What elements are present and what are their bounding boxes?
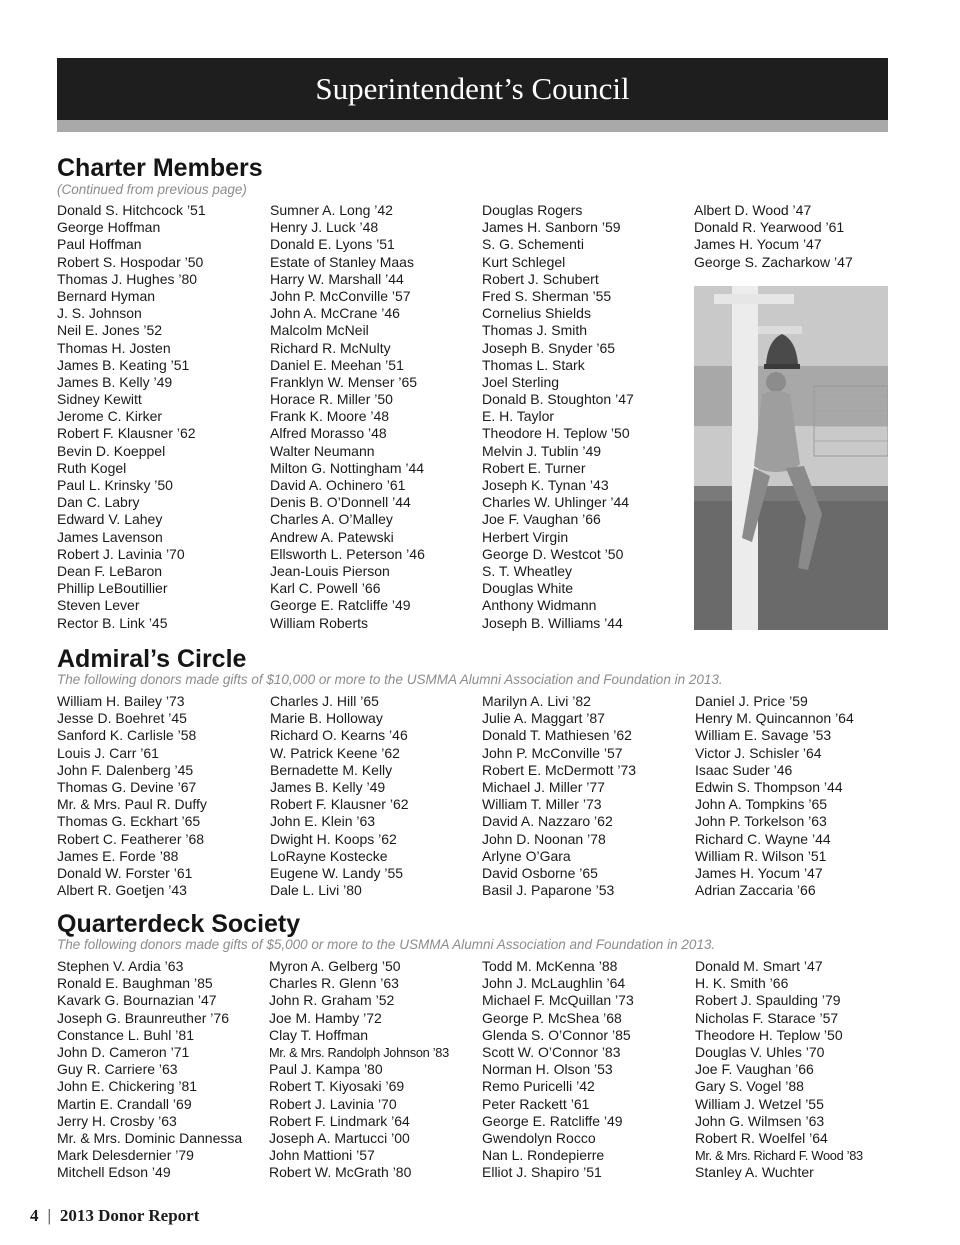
donor-name: W. Patrick Keene ’62 bbox=[270, 744, 400, 761]
donor-name: Thomas J. Hughes ’80 bbox=[57, 270, 198, 287]
donor-name: William Roberts bbox=[270, 614, 369, 631]
quarterdeck-title: Quarterdeck Society bbox=[57, 910, 301, 938]
donor-name: John E. Klein ’63 bbox=[270, 813, 376, 830]
donor-name: H. K. Smith ’66 bbox=[695, 975, 789, 992]
donor-name: Martin E. Crandall ’69 bbox=[57, 1095, 192, 1112]
donor-name: John A. Tompkins ’65 bbox=[695, 796, 828, 813]
donor-name: Sumner A. Long ’42 bbox=[270, 202, 393, 218]
donor-name: Jerome C. Kirker bbox=[57, 408, 163, 425]
donor-name: Walter Neumann bbox=[270, 442, 375, 459]
donor-name: James B. Kelly ’49 bbox=[57, 373, 173, 390]
donor-name: Mr. & Mrs. Paul R. Duffy bbox=[57, 796, 207, 813]
quarterdeck-note: The following donors made gifts of $5,000 or more to the USMMA Alumni Association and Foundation in 2013. bbox=[57, 937, 716, 952]
donor-name: Gwendolyn Rocco bbox=[482, 1129, 596, 1146]
donor-name: Bernard Hyman bbox=[57, 287, 156, 304]
donor-name: Thomas G. Eckhart ’65 bbox=[57, 813, 201, 830]
donor-name: Paul J. Kampa ’80 bbox=[269, 1061, 383, 1078]
donor-name: Harry W. Marshall ’44 bbox=[270, 270, 404, 287]
donor-name: Joseph G. Braunreuther ’76 bbox=[57, 1009, 229, 1026]
donor-name: Richard C. Wayne ’44 bbox=[695, 830, 831, 847]
donor-name: James H. Sanborn ’59 bbox=[482, 219, 621, 236]
donor-name: Robert W. McGrath ’80 bbox=[269, 1164, 412, 1181]
donor-name: Charles A. O’Malley bbox=[270, 511, 393, 528]
donor-name: Mr. & Mrs. Dominic Dannessa bbox=[57, 1129, 243, 1146]
donor-name: Dean F. LeBaron bbox=[57, 562, 163, 579]
donor-name: Franklyn W. Menser ’65 bbox=[270, 373, 418, 390]
donor-name: Robert E. Turner bbox=[482, 459, 586, 476]
admiral-col-2 bbox=[270, 693, 409, 899]
donor-name: Cornelius Shields bbox=[482, 305, 591, 322]
donor-name: Albert D. Wood ’47 bbox=[694, 202, 812, 218]
donor-name: Henry J. Luck ’48 bbox=[270, 219, 379, 236]
donor-name: Rector B. Link ’45 bbox=[57, 614, 168, 631]
donor-name: Charles J. Hill ’65 bbox=[270, 693, 379, 709]
donor-name: Joel Sterling bbox=[482, 373, 560, 390]
donor-name: Arlyne O’Gara bbox=[482, 847, 571, 864]
page-number: 4 bbox=[30, 1206, 39, 1225]
donor-name: Joseph K. Tynan ’43 bbox=[482, 477, 609, 493]
donor-name: Marie B. Holloway bbox=[270, 710, 383, 727]
admiral-col-4 bbox=[695, 693, 854, 899]
donor-name: Mark Delesdernier ’79 bbox=[57, 1147, 194, 1164]
donor-name: Eugene W. Landy ’55 bbox=[270, 864, 404, 881]
donor-name: Thomas H. Josten bbox=[57, 339, 171, 356]
donor-name: John J. McLaughlin ’64 bbox=[482, 975, 626, 992]
admiral-col-1 bbox=[57, 693, 207, 899]
donor-name: Joseph B. Williams ’44 bbox=[482, 614, 623, 631]
charter-title: Charter Members bbox=[57, 154, 263, 182]
banner-rule bbox=[57, 120, 888, 132]
donor-name: Myron A. Gelberg ’50 bbox=[269, 958, 401, 974]
donor-name: Kavark G. Bournazian ’47 bbox=[57, 992, 217, 1009]
donor-name: Donald S. Hitchcock ’51 bbox=[57, 202, 206, 218]
donor-name: Basil J. Paparone ’53 bbox=[482, 882, 615, 899]
donor-name: John R. Graham ’52 bbox=[269, 992, 395, 1009]
donor-name: Norman H. Olson ’53 bbox=[482, 1061, 613, 1078]
quarterdeck-col-1 bbox=[57, 958, 242, 1181]
donor-name: Charles W. Uhlinger ’44 bbox=[482, 494, 630, 511]
donor-name: Donald M. Smart ’47 bbox=[695, 958, 823, 974]
donor-name: Dwight H. Koops ’62 bbox=[270, 830, 397, 847]
donor-name: David A. Nazzaro ’62 bbox=[482, 813, 613, 830]
quarterdeck-col-3 bbox=[482, 958, 634, 1181]
donor-name: Ruth Kogel bbox=[57, 459, 127, 476]
donor-name: John D. Noonan ’78 bbox=[482, 830, 606, 847]
donor-name: Milton G. Nottingham ’44 bbox=[270, 459, 425, 476]
quarterdeck-col-2 bbox=[269, 958, 449, 1181]
report-title: 2013 Donor Report bbox=[59, 1206, 200, 1225]
donor-name: Nicholas F. Starace ’57 bbox=[695, 1009, 839, 1026]
donor-name: George S. Zacharkow ’47 bbox=[694, 253, 853, 270]
donor-name: Guy R. Carriere ’63 bbox=[57, 1061, 178, 1078]
admiral-note: The following donors made gifts of $10,000 or more to the USMMA Alumni Association and Foundation in 2013. bbox=[57, 672, 723, 687]
admiral-title: Admiral’s Circle bbox=[57, 645, 247, 673]
donor-name: Joseph B. Snyder ’65 bbox=[482, 339, 616, 356]
donor-name: Elliot J. Shapiro ’51 bbox=[482, 1164, 602, 1181]
donor-name: Daniel J. Price ’59 bbox=[695, 693, 808, 709]
donor-name: John E. Chickering ’81 bbox=[57, 1078, 198, 1095]
donor-name: Dale L. Livi ’80 bbox=[270, 882, 362, 899]
donor-name: David A. Ochinero ’61 bbox=[270, 477, 406, 493]
charter-note: (Continued from previous page) bbox=[57, 182, 247, 197]
donor-name: Adrian Zaccaria ’66 bbox=[695, 882, 816, 899]
donor-name: Edwin S. Thompson ’44 bbox=[695, 778, 843, 795]
donor-name: Sidney Kewitt bbox=[57, 391, 142, 408]
donor-name: Jean-Louis Pierson bbox=[270, 562, 390, 579]
donor-name: E. H. Taylor bbox=[482, 408, 555, 425]
donor-name: Albert R. Goetjen ’43 bbox=[57, 882, 187, 899]
donor-name: Donald R. Yearwood ’61 bbox=[694, 219, 845, 236]
donor-name: Denis B. O’Donnell ’44 bbox=[270, 494, 411, 511]
donor-name: Robert R. Woelfel ’64 bbox=[695, 1129, 828, 1146]
donor-name: Theodore H. Teplow ’50 bbox=[482, 425, 630, 442]
donor-name: Michael F. McQuillan ’73 bbox=[482, 992, 634, 1009]
donor-name: John A. McCrane ’46 bbox=[270, 305, 400, 322]
donor-name: Andrew A. Patewski bbox=[270, 528, 394, 545]
admiral-col-3 bbox=[482, 693, 636, 899]
footer-separator: | bbox=[47, 1206, 51, 1225]
donor-name: Robert E. McDermott ’73 bbox=[482, 761, 637, 778]
donor-name: Horace R. Miller ’50 bbox=[270, 391, 393, 408]
donor-name: Robert T. Kiyosaki ’69 bbox=[269, 1078, 405, 1095]
donor-name: Robert J. Lavinia ’70 bbox=[57, 545, 185, 562]
donor-name: David Osborne ’65 bbox=[482, 864, 598, 881]
donor-name: George P. McShea ’68 bbox=[482, 1009, 622, 1026]
page-title: Superintendent’s Council bbox=[315, 71, 630, 106]
donor-name: Douglas V. Uhles ’70 bbox=[695, 1043, 825, 1060]
donor-name: Constance L. Buhl ’81 bbox=[57, 1026, 194, 1043]
donor-name: Mr. & Mrs. Randolph Johnson ’83 bbox=[269, 1044, 449, 1060]
donor-name: Marilyn A. Livi ’82 bbox=[482, 693, 591, 709]
donor-name: John P. Torkelson ’63 bbox=[695, 813, 827, 830]
charter-col-1 bbox=[57, 202, 206, 632]
donor-name: Jesse D. Boehret ’45 bbox=[57, 710, 187, 727]
donor-name: John Mattioni ’57 bbox=[269, 1147, 375, 1164]
donor-name: Joseph A. Martucci ’00 bbox=[269, 1129, 410, 1146]
donor-name: George E. Ratcliffe ’49 bbox=[270, 597, 411, 614]
donor-name: John G. Wilmsen ’63 bbox=[695, 1112, 825, 1129]
donor-name: Douglas Rogers bbox=[482, 202, 583, 218]
donor-name: Louis J. Carr ’61 bbox=[57, 744, 159, 761]
donor-name: Kurt Schlegel bbox=[482, 253, 566, 270]
donor-name: Estate of Stanley Maas bbox=[270, 253, 414, 270]
donor-name: Alfred Morasso ’48 bbox=[270, 425, 387, 442]
donor-name: Charles R. Glenn ’63 bbox=[269, 975, 399, 992]
donor-name: Donald B. Stoughton ’47 bbox=[482, 391, 634, 408]
donor-name: Stanley A. Wuchter bbox=[695, 1164, 814, 1181]
donor-name: Nan L. Rondepierre bbox=[482, 1147, 605, 1164]
donor-name: Henry M. Quincannon ’64 bbox=[695, 710, 854, 727]
donor-name: Joe M. Hamby ’72 bbox=[269, 1009, 382, 1026]
donor-name: Bernadette M. Kelly bbox=[270, 761, 393, 778]
donor-name: Gary S. Vogel ’88 bbox=[695, 1078, 804, 1095]
donor-name: Robert F. Klausner ’62 bbox=[270, 796, 409, 813]
donor-name: Todd M. McKenna ’88 bbox=[482, 958, 618, 974]
charter-col-2 bbox=[270, 202, 425, 632]
donor-name: Thomas L. Stark bbox=[482, 356, 585, 373]
donor-name: Steven Lever bbox=[57, 597, 140, 614]
donor-name: George Hoffman bbox=[57, 219, 161, 236]
donor-name: Paul Hoffman bbox=[57, 236, 142, 253]
donor-name: William R. Wilson ’51 bbox=[695, 847, 827, 864]
donor-name: Ellsworth L. Peterson ’46 bbox=[270, 545, 425, 562]
donor-name: Mitchell Edson ’49 bbox=[57, 1164, 171, 1181]
donor-name: Robert J. Schubert bbox=[482, 270, 599, 287]
donor-name: Thomas G. Devine ’67 bbox=[57, 778, 197, 795]
donor-name: Scott W. O’Connor ’83 bbox=[482, 1043, 621, 1060]
donor-name: Julie A. Maggart ’87 bbox=[482, 710, 605, 727]
donor-name: Glenda S. O’Connor ’85 bbox=[482, 1026, 631, 1043]
donor-name: Robert C. Featherer ’68 bbox=[57, 830, 205, 847]
donor-name: James E. Forde ’88 bbox=[57, 847, 179, 864]
donor-name: Dan C. Labry bbox=[57, 494, 140, 511]
donor-name: George E. Ratcliffe ’49 bbox=[482, 1112, 623, 1129]
donor-name: J. S. Johnson bbox=[57, 305, 142, 322]
donor-name: Donald T. Mathiesen ’62 bbox=[482, 727, 632, 744]
donor-name: Malcolm McNeil bbox=[270, 322, 369, 339]
donor-name: Robert F. Klausner ’62 bbox=[57, 425, 196, 442]
donor-name: Robert J. Spaulding ’79 bbox=[695, 992, 841, 1009]
donor-name: William T. Miller ’73 bbox=[482, 796, 602, 813]
donor-name: Anthony Widmann bbox=[482, 597, 597, 614]
donor-name: S. G. Schementi bbox=[482, 236, 584, 253]
donor-name: Isaac Suder ’46 bbox=[695, 761, 793, 778]
donor-name: William E. Savage ’53 bbox=[695, 727, 832, 744]
donor-name: James B. Kelly ’49 bbox=[270, 778, 386, 795]
donor-name: Peter Rackett ’61 bbox=[482, 1095, 590, 1112]
charter-col-4 bbox=[694, 202, 853, 271]
page-footer bbox=[30, 1206, 199, 1226]
donor-name: Donald E. Lyons ’51 bbox=[270, 236, 395, 253]
donor-name: William J. Wetzel ’55 bbox=[695, 1095, 824, 1112]
donor-name: John P. McConville ’57 bbox=[482, 744, 623, 761]
donor-name: Phillip LeBoutillier bbox=[57, 580, 168, 597]
donor-name: Mr. & Mrs. Richard F. Wood ’83 bbox=[695, 1148, 863, 1164]
photo-cadet-bell bbox=[694, 286, 888, 630]
donor-name: John F. Dalenberg ’45 bbox=[57, 761, 194, 778]
donor-name: Thomas J. Smith bbox=[482, 322, 588, 339]
donor-name: Remo Puricelli ’42 bbox=[482, 1078, 595, 1095]
donor-name: Karl C. Powell ’66 bbox=[270, 580, 381, 597]
quarterdeck-col-4 bbox=[695, 958, 863, 1181]
donor-name: Donald W. Forster ’61 bbox=[57, 864, 193, 881]
donor-name: Joe F. Vaughan ’66 bbox=[482, 511, 601, 528]
donor-name: Robert F. Lindmark ’64 bbox=[269, 1112, 410, 1129]
donor-name: Melvin J. Tublin ’49 bbox=[482, 442, 602, 459]
donor-name: Richard O. Kearns ’46 bbox=[270, 727, 408, 744]
donor-name: Ronald E. Baughman ’85 bbox=[57, 975, 213, 992]
donor-name: Bevin D. Koeppel bbox=[57, 442, 166, 459]
donor-name: Douglas White bbox=[482, 580, 574, 597]
donor-name: Stephen V. Ardia ’63 bbox=[57, 958, 184, 974]
donor-name: Clay T. Hoffman bbox=[269, 1026, 369, 1043]
donor-name: James H. Yocum ’47 bbox=[695, 864, 823, 881]
donor-name: Edward V. Lahey bbox=[57, 511, 163, 528]
donor-name: Victor J. Schisler ’64 bbox=[695, 744, 822, 761]
donor-name: Robert J. Lavinia ’70 bbox=[269, 1095, 397, 1112]
donor-name: Frank K. Moore ’48 bbox=[270, 408, 390, 425]
donor-name: LoRayne Kostecke bbox=[270, 847, 388, 864]
donor-name: George D. Westcot ’50 bbox=[482, 545, 624, 562]
photo-illustration bbox=[694, 286, 888, 630]
donor-name: William H. Bailey ’73 bbox=[57, 693, 185, 709]
donor-name: Neil E. Jones ’52 bbox=[57, 322, 163, 339]
donor-name: Robert S. Hospodar ’50 bbox=[57, 253, 204, 270]
donor-name: Theodore H. Teplow ’50 bbox=[695, 1026, 843, 1043]
donor-name: John D. Cameron ’71 bbox=[57, 1043, 190, 1060]
donor-name: James B. Keating ’51 bbox=[57, 356, 190, 373]
donor-name: Richard R. McNulty bbox=[270, 339, 391, 356]
charter-col-3 bbox=[482, 202, 634, 632]
donor-name: Joe F. Vaughan ’66 bbox=[695, 1061, 814, 1078]
donor-name: Daniel E. Meehan ’51 bbox=[270, 356, 404, 373]
donor-name: John P. McConville ’57 bbox=[270, 287, 411, 304]
donor-name: Fred S. Sherman ’55 bbox=[482, 287, 612, 304]
donor-name: James H. Yocum ’47 bbox=[694, 236, 822, 253]
donor-name: Herbert Virgin bbox=[482, 528, 569, 545]
page-banner bbox=[57, 58, 888, 120]
donor-name: Jerry H. Crosby ’63 bbox=[57, 1112, 177, 1129]
donor-name: Paul L. Krinsky ’50 bbox=[57, 477, 173, 493]
donor-name: Sanford K. Carlisle ’58 bbox=[57, 727, 197, 744]
donor-name: Michael J. Miller ’77 bbox=[482, 778, 605, 795]
donor-name: S. T. Wheatley bbox=[482, 562, 573, 579]
donor-name: James Lavenson bbox=[57, 528, 163, 545]
